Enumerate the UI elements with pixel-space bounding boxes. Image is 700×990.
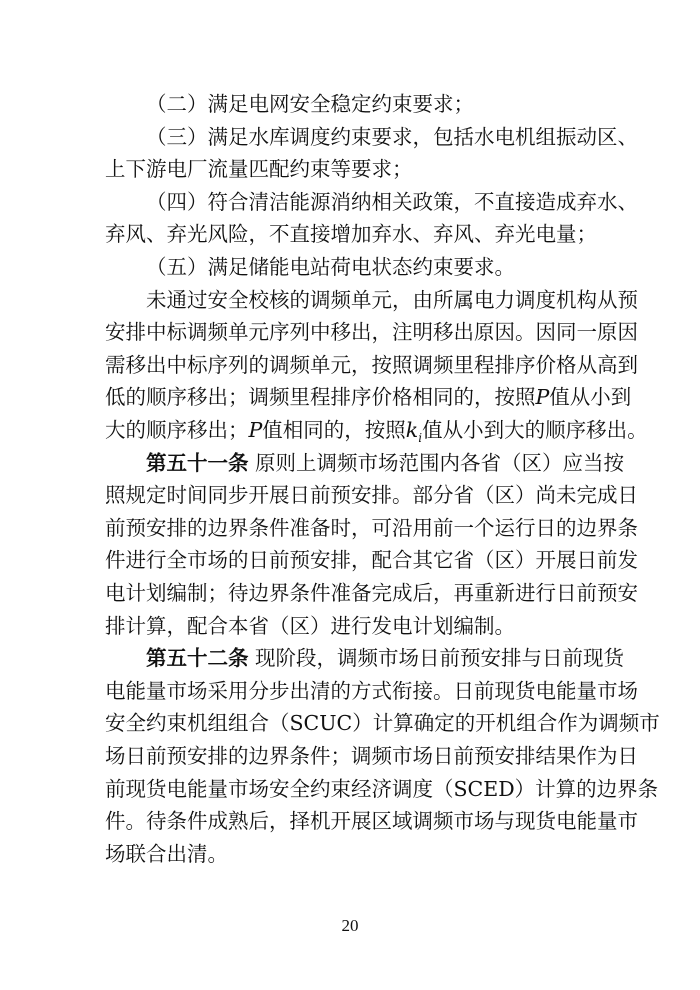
- article-52-line: 场日前预安排的边界条件；调频市场日前预安排结果作为日: [105, 744, 638, 768]
- item-3: （三）满足水库调度约束要求，包括水电机组振动区、: [146, 124, 638, 149]
- article-51-text: 原则上调频市场范围内各省（区）应当按: [255, 450, 625, 475]
- paragraph-text: 低的顺序移出；调频里程排序价格相同的，按照: [105, 385, 536, 410]
- paragraph-line: 安排中标调频单元序列中移出，注明移出原因。因同一原因: [105, 320, 638, 345]
- item-2: （二）满足电网安全稳定约束要求；: [146, 92, 474, 116]
- article-52-line: 电能量市场采用分步出清的方式衔接。日前现货电能量市场: [105, 678, 638, 703]
- page-number: 20: [341, 916, 359, 935]
- paragraph-text: 值从小到大的顺序移出。: [422, 418, 648, 442]
- article-51-line: 电计划编制；待边界条件准备完成后，再重新进行日前预安: [105, 581, 638, 605]
- paragraph-text: 大的顺序移出；: [105, 418, 249, 442]
- k-symbol: k: [405, 418, 419, 442]
- paragraph-line: 需移出中标序列的调频单元，按照调频里程排序价格从高到: [105, 352, 638, 377]
- p-symbol: P: [535, 385, 550, 410]
- article-51-first-line: [146, 447, 624, 479]
- paragraph-line: [105, 381, 631, 413]
- article-51-heading: 第五十一条: [146, 450, 249, 475]
- article-52-line: 件。待条件成熟后，择机开展区域调频市场与现货电能量市: [105, 809, 638, 834]
- item-4: （四）符合清洁能源消纳相关政策，不直接造成弃水、: [146, 189, 638, 214]
- article-52-text: 现阶段，调频市场日前预安排与日前现货: [255, 646, 625, 671]
- item-5: （五）满足储能电站荷电状态约束要求。: [146, 255, 515, 279]
- article-52-heading: 第五十二条: [146, 646, 249, 671]
- article-52-line: 安全约束机组组合（SCUC）计算确定的开机组合作为调频市: [105, 711, 660, 736]
- article-51-line: 排计算，配合本省（区）进行发电计划编制。: [105, 613, 515, 638]
- k-subscript: i: [418, 431, 423, 446]
- article-51-line: 照规定时间同步开展日前预安排。部分省（区）尚未完成日: [105, 483, 638, 508]
- article-52-line: 场联合出清。: [105, 841, 228, 866]
- paragraph-line: 未通过安全校核的调频单元，由所属电力调度机构从预: [146, 287, 638, 312]
- article-52-line: 前现货电能量市场安全约束经济调度（SCED）计算的边界条: [105, 776, 659, 801]
- article-51-line: 件进行全市场的日前预安排，配合其它省（区）开展日前发: [105, 548, 638, 573]
- paragraph-text: 值从小到: [549, 385, 632, 410]
- p-symbol: P: [248, 418, 263, 442]
- article-51-line: 前预安排的边界条件准备时，可沿用前一个运行日的边界条: [105, 515, 638, 540]
- item-3-cont: 上下游电厂流量匹配约束等要求；: [105, 157, 413, 182]
- article-52-first-line: [146, 642, 624, 674]
- paragraph-text: 值相同的，按照: [262, 418, 406, 442]
- item-4-cont: 弃风、弃光风险，不直接增加弃水、弃风、弃光电量；: [105, 222, 597, 247]
